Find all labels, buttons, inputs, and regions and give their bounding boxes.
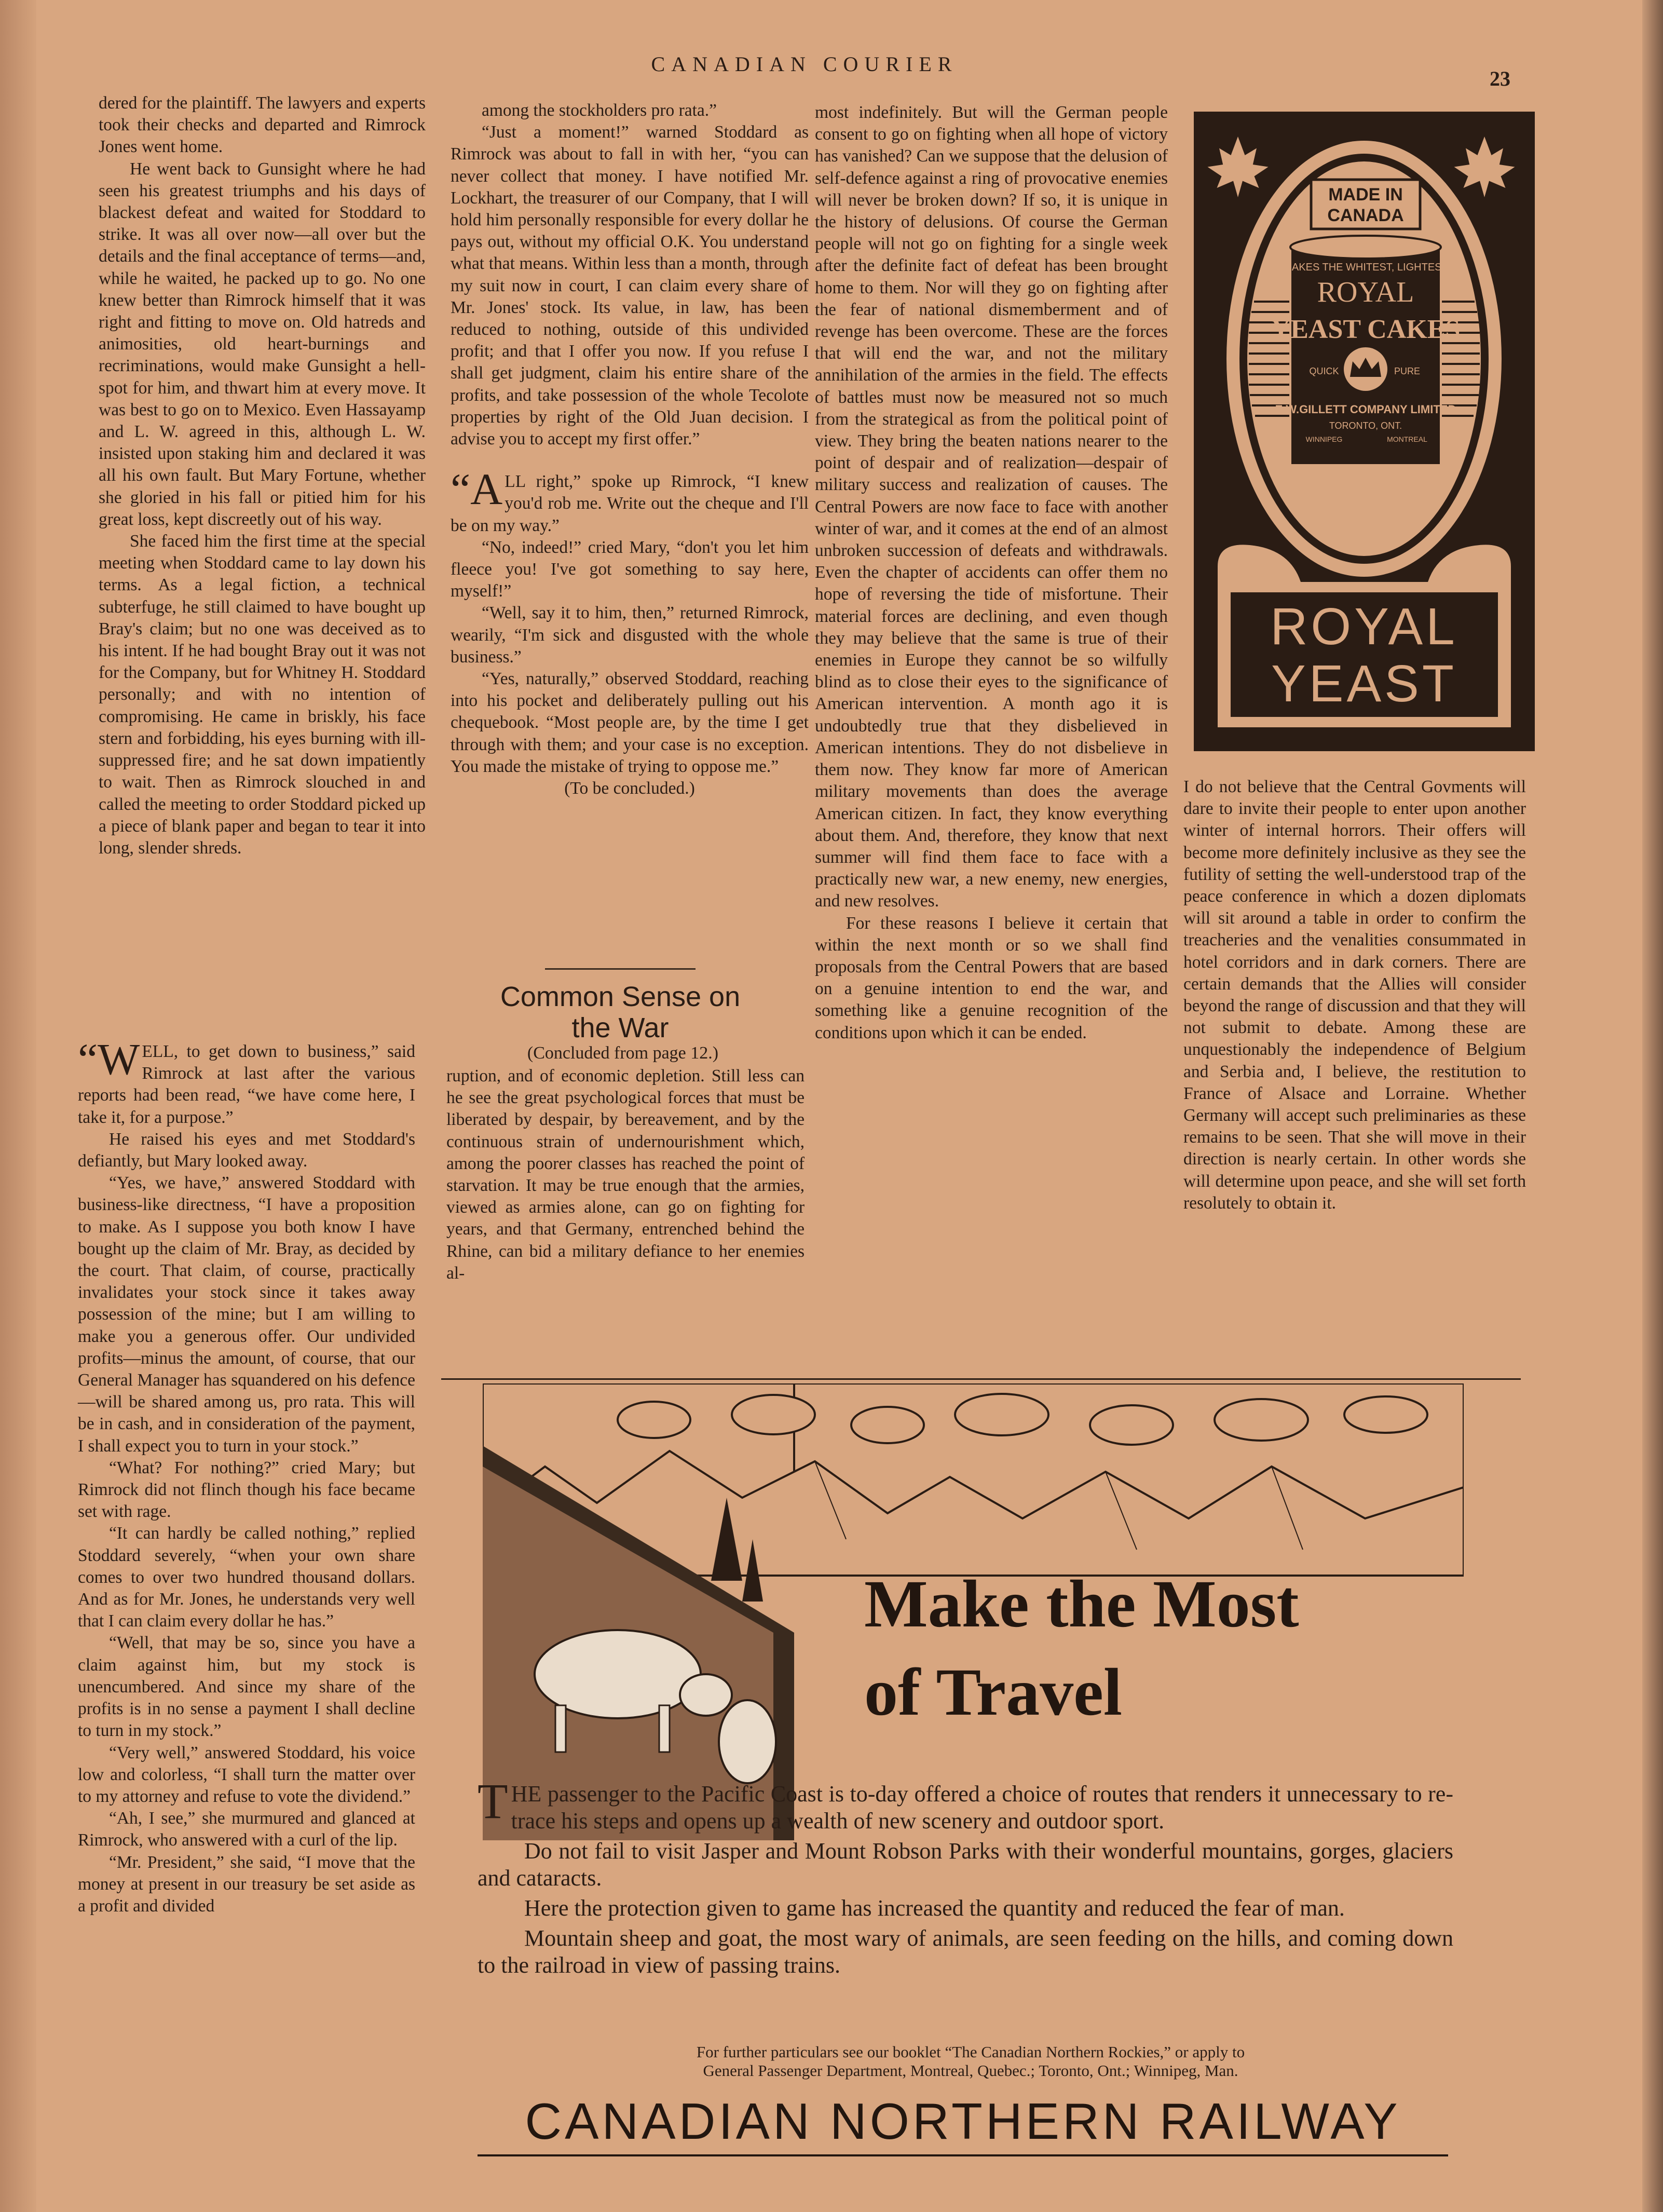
story-column-1-continued <box>78 1034 415 1917</box>
page-number: 23 <box>1490 67 1510 90</box>
story-column-1 <box>99 92 426 859</box>
travel-ad-contact: For further particulars see our booklet “The Canadian Northern Rockies,” or apply to General Passenger Department, Montreal, Quebec.; Toronto, Ont.; Winnipeg, Man. <box>696 2043 1245 2080</box>
travel-ad-paragraph: Here the protection given to game has increased the quantity and reduced the fear of man. <box>524 1895 1345 1921</box>
story-paragraph: “Just a moment!” warned Stoddard as Rimrock was about to fall in with her, “you can never collect that money. I have notified Mr. Lockhart, the treasurer of our Company, that I will hold him personally responsible for every dollar he pays out, without my official O.K. You understand what that means. Within less than a month, through my suit now in court, I can claim every share of Mr. Jones' stock. Its value, in law, has been reduced to nothing, outside of this undivided profit; and that I offer you now. If you refuse I shall get judgment, claim his entire share of the profits, and take possession of the whole Tecolote properties by right of the Old Juan decision. I advise you to accept my first offer.” <box>451 123 809 449</box>
can-winnipeg: WINNIPEG <box>1305 435 1343 443</box>
drop-cap: “A <box>451 464 503 514</box>
story-paragraph: “Well, say it to him, then,” returned Rimrock, wearily, “I'm sick and disgusted with the whole business.” <box>451 603 809 667</box>
article-column-2 <box>446 1065 805 1284</box>
railway-underline <box>478 2154 1448 2156</box>
story-paragraph: He raised his eyes and met Stoddard's defiantly, but Mary looked away. <box>78 1129 415 1171</box>
story-paragraph: among the stockholders pro rata.” <box>482 101 717 120</box>
royal-yeast-advertisement <box>1194 112 1535 751</box>
story-column-2 <box>451 100 809 799</box>
travel-ad-body <box>478 1773 1453 1982</box>
can-city: TORONTO, ONT. <box>1329 420 1402 431</box>
can-brand-2: YEAST CAKES <box>1271 315 1461 344</box>
can-company: E.W.GILLETT COMPANY LIMITED <box>1275 403 1456 416</box>
travel-ad-paragraph: Do not fail to visit Jasper and Mount Robson Parks with their wonderful mountains, gorges, glaciers and cataracts. <box>478 1838 1453 1891</box>
can-pure: PURE <box>1394 366 1421 376</box>
yeast-brand-line-2: YEAST <box>1271 655 1457 713</box>
article-paragraph: ruption, and of economic depletion. Still less can he see the great psychological forces that must be liberated by despair, by bereavement, and by the continuous strain of undernourishment which, among the poorer classes has reached the point of starvation. It may be true enough that the armies, viewed as armies alone, can go on fighting for years, and that Germany, entrenched behind the Rhine, can bid a military defiance to her enemies al- <box>446 1066 805 1283</box>
badge-line-2: CANADA <box>1327 206 1404 225</box>
badge-line-1: MADE IN <box>1328 185 1403 205</box>
travel-ad-title: Make the Most of Travel <box>864 1567 1299 1730</box>
article-paragraph: most indefinitely. But will the German people consent to go on fighting when all hope of victory has vanished? Can we suppose that the delusion of self-defence against a ring of provocative enemies will never be broken down? If so, it is unique in the history of delusions. Of course the German people will not go on fighting for a single week after the definite fact of defeat has been brought home to them. Nor will they go on fighting after the fear of national dismemberment and of revenge has been overcome. These are the forces that will end the war, and not the military annihilation of the armies in the field. The effects of battles must now be measured not so much from the strategical as from the political point of view. They bring the beaten nations nearer to the point of despair and of realization—despair of military success and realization of causes. The Central Powers are now face to face with another winter of war, and it comes at the end of an almost unbroken succession of defeats and withdrawals. Even the chapter of accidents can offer them no hope of reversing the tide of misfortune. Their material forces are declining, and even though they may believe that the same is true of their enemies in Europe they cannot be so wilfully blind as to close their eyes to the significance of American intervention. A month ago it is undoubtedly true that they disbelieved in American intentions. They do not disbelieve in them now. They know far more of American military movements than does the average American citizen. In fact, they know everything about them. And, therefore, they know that next summer will find them face to face with a practically new war, a new enemy, new energies, and new resolves. <box>815 103 1168 911</box>
story-paragraph: “It can hardly be called nothing,” replied Stoddard severely, “when your own share comes to over two hundred thousand dollars. And as for Mr. Jones, he understands very well that I can claim every dollar he has.” <box>78 1524 415 1631</box>
yeast-ad-illustration <box>1197 115 1532 748</box>
story-paragraph: “Very well,” answered Stoddard, his voice low and colorless, “I shall turn the matter over to my attorney and refuse to vote the dividend.” <box>78 1743 415 1806</box>
story-paragraph-dropcap: “WELL, to get down to business,” said Rimrock at last after the various reports had been read, “we have come here, I take it, for a purpose.” <box>78 1034 415 1127</box>
mountain-goat-icon <box>719 1700 776 1783</box>
section-divider <box>545 968 696 970</box>
story-paragraph: “Well, that may be so, since you have a claim against him, but my stock is unencumbered. And since my share of the profits is in no sense a payment I shall decline to turn in my stock.” <box>78 1633 415 1741</box>
article-column-3 <box>815 102 1168 1044</box>
story-paragraph: “Mr. President,” she said, “I move that the money at present in our treasury be set aside as a profit and divided <box>78 1852 415 1916</box>
can-quick: QUICK <box>1309 366 1339 376</box>
story-paragraph: She faced him the first time at the special meeting when Stoddard came to lay down his terms. As a legal fiction, a technical subterfuge, he still claimed to have bought up Bray's claim; but no one was deceived as to his intent. If he had bought Bray out it was not for the Company, but for Whitney H. Stoddard personally; and with no intention of compromising. He came in briskly, his face stern and forbidding, his eyes burning with ill-suppressed fire; and he sat down impatiently to wait. Then as Rimrock slouched in and called the meeting to order Stoddard picked up a piece of blank paper and began to tear it into long, slender shreds. <box>99 532 426 858</box>
drop-cap: “W <box>78 1034 140 1084</box>
story-paragraph: “What? For nothing?” cried Mary; but Rimrock did not flinch though his face became set with rage. <box>78 1458 415 1522</box>
article-column-4 <box>1183 776 1526 1214</box>
yeast-brand-line-1: ROYAL <box>1270 598 1458 656</box>
story-paragraph: “Yes, naturally,” observed Stoddard, reaching into his pocket and deliberately pulling out his chequebook. “Most people are, by the time I get through with them; and your case is no exception. You made the mistake of trying to oppose me.” <box>451 669 809 776</box>
railway-name: CANADIAN NORTHERN RAILWAY <box>525 2093 1401 2150</box>
travel-ad-paragraph: Mountain sheep and goat, the most wary of animals, are seen feeding on the hills, and coming down to the railroad in view of passing trains. <box>478 1925 1453 1978</box>
to-be-concluded: (To be concluded.) <box>564 779 695 798</box>
story-paragraph: He went back to Gunsight where he had seen his greatest triumphs and his days of blackest defeat and waited for Stoddard to strike. It was all over now—all over but the details and the final acceptance of terms—and, while he waited, he packed up to go. No one knew better than Rimrock himself that it was right and fitting to move on. Old hatreds and animosities, old heart-burnings and recriminations, would make Gunsight a hell-spot for him, and thwart him at every move. It was best to go on to Mexico. Even Hassayamp and L. W. agreed in this, although L. W. insisted upon staking him and declared it was all his own fault. But Mary Fortune, whether she gloried in his fall or pitied him for his great loss, kept discreetly out of his way. <box>99 159 426 529</box>
can-slogan: MAKES THE WHITEST, LIGHTEST <box>1283 262 1448 273</box>
page-edge-shadow <box>1642 0 1663 2212</box>
story-paragraph-dropcap: “ALL right,” spoke up Rimrock, “I knew you'd rob me. Write out the cheque and I'll be on my way.” <box>451 464 809 535</box>
story-paragraph: “Ah, I see,” she murmured and glanced at Rimrock, who answered with a curl of the lip. <box>78 1809 415 1850</box>
article-title: Common Sense on the War <box>500 981 741 1043</box>
can-brand-1: ROYAL <box>1317 276 1414 308</box>
travel-ad-paragraph: THE passenger to the Pacific Coast is to-day offered a choice of routes that renders it unnecessary to re-trace his steps and opens up a wealth of new scenery and outdoor sport. <box>478 1773 1453 1834</box>
story-paragraph: dered for the plaintiff. The lawyers and experts took their checks and departed and Rimrock Jones went home. <box>99 93 426 157</box>
story-paragraph: “Yes, we have,” answered Stoddard with business-like directness, “I have a proposition to make. As I suppose you both know I have bought up the claim of Mr. Bray, as decided by the court. That claim, of course, practically invalidates your stock since it takes away possession of the mine; but I am willing to make you a generous offer. Our undivided profits—minus the amount, of course, that our General Manager has squandered on his defence—will be shared among us, pro rata. This will be in cash, and in consideration of the payment, I shall expect you to turn in your stock.” <box>78 1173 415 1456</box>
running-header: CANADIAN COURIER <box>651 52 958 76</box>
ad-top-rule <box>441 1378 1521 1380</box>
article-paragraph: I do not believe that the Central Govments will dare to invite their people to enter upon another winter of internal horrors. Their offers will become more definitely inclusive as they see the futility of setting the well-understood trap of the peace conference in which a dozen diplomats will sit around a table in order to confirm the treacheries and the venalities consummated in hotel corridors and in dark corners. There are certain demands that the Allies will consider beyond the range of discussion and that they will not submit to debate. Among these are unquestionably the independence of Belgium and Serbia and, I believe, the restitution to France of Alsace and Lorraine. Whether Germany will accept such preliminaries as these remains to be seen. That she will move in their direction is nearly certain. In other words she will determine upon peace, and she will set forth resolutely to obtain it. <box>1183 777 1526 1213</box>
drop-cap: T <box>478 1773 508 1829</box>
article-paragraph: For these reasons I believe it certain that within the next month or so we shall find proposals from the Central Powers that are based on a genuine intention to end the war, and something like a genuine recognition of the conditions upon which it can be ended. <box>815 913 1168 1042</box>
story-paragraph: “No, indeed!” cried Mary, “don't you let him fleece you! I've got something to say here, myself!” <box>451 537 809 601</box>
can-montreal: MONTREAL <box>1387 435 1427 443</box>
article-subtitle: (Concluded from page 12.) <box>527 1043 719 1063</box>
page-binding-shadow <box>0 0 36 2212</box>
